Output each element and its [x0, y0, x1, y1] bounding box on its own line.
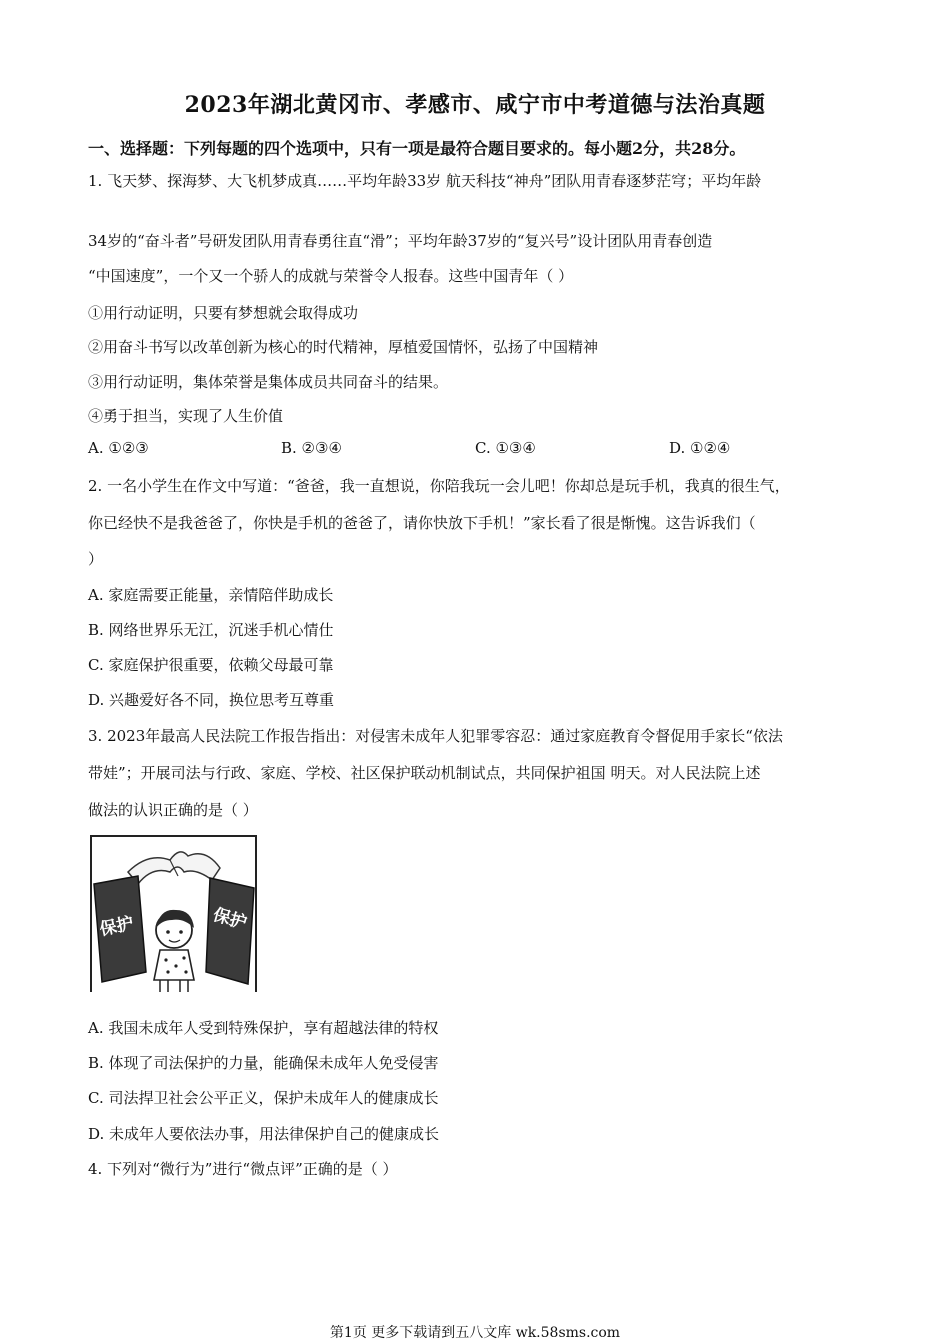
page-title: 2023年湖北黄冈市、孝感市、咸宁市中考道德与法治真题	[184, 92, 766, 118]
q1-statement-3: ③用行动证明，集体荣誉是集体成员共同奋斗的结果。	[88, 373, 449, 391]
q1-statement-2: ②用奋斗书写以改革创新为核心的时代精神，厚植爱国情怀，弘扬了中国精神	[88, 338, 599, 356]
q3-option-a: A. 我国未成年人受到特殊保护，享有超越法律的特权	[88, 1019, 439, 1037]
q1-option-d: D. ①②④	[669, 439, 731, 457]
q1-option-a: A. ①②③	[88, 439, 149, 457]
figure-label-left: 保护	[98, 913, 136, 941]
q1-option-c: C. ①③④	[475, 439, 536, 457]
q3-stem-line-3: 做法的认识正确的是（ ）	[88, 801, 258, 819]
q1-statement-4: ④勇于担当，实现了人生价值	[88, 407, 284, 425]
q2-stem-line-1: 2. 一名小学生在作文中写道：“爸爸，我一直想说，你陪我玩一会儿吧！你却总是玩手机，我真的很生气，	[88, 477, 790, 495]
q1-statement-1: ①用行动证明，只要有梦想就会取得成功	[88, 304, 359, 322]
q1-option-b: B. ②③④	[281, 439, 342, 457]
q1-stem-line-2: 34岁的“奋斗者”号研发团队用青春勇往直“滑”；平均年龄37岁的“复兴号”设计团队用青春创造	[88, 232, 713, 250]
page-footer: 第1页 更多下载请到五八文库 wk.58sms.com	[329, 1325, 621, 1341]
q3-option-c: C. 司法捍卫社会公平正义，保护未成年人的健康成长	[88, 1089, 439, 1107]
q3-option-b: B. 体现了司法保护的力量，能确保未成年人免受侵害	[88, 1054, 439, 1072]
q3-illustration	[88, 832, 260, 996]
q2-option-d: D. 兴趣爱好各不同，换位思考互尊重	[88, 691, 335, 709]
q1-stem-line-3: “中国速度”，一个又一个骄人的成就与荣誉令人报春。这些中国青年（ ）	[88, 267, 574, 285]
q2-option-c: C. 家庭保护很重要，依赖父母最可靠	[88, 656, 334, 674]
q4-stem-line-1: 4. 下列对“微行为”进行“微点评”正确的是（ ）	[88, 1160, 398, 1178]
q2-stem-line-2: 你已经快不是我爸爸了，你快是手机的爸爸了，请你快放下手机！”家长看了很是惭愧。这告诉我们（	[88, 514, 756, 532]
q2-stem-line-3: ）	[88, 550, 104, 568]
q2-option-a: A. 家庭需要正能量，亲情陪伴助成长	[88, 586, 334, 604]
section-heading: 一、选择题：下列每题的四个选项中，只有一项是最符合题目要求的。每小题2分，共28分。	[88, 139, 746, 158]
q3-stem-line-2: 带娃”；开展司法与行政、家庭、学校、社区保护联动机制试点，共同保护祖国 明天。对人民法院上述	[88, 764, 761, 782]
figure-label-right: 保护	[210, 905, 249, 934]
q2-option-b: B. 网络世界乐无江，沉迷手机心情仕	[88, 621, 334, 639]
q1-stem-line-1: 1. 飞天梦、探海梦、大飞机梦成真……平均年龄33岁 航天科技“神舟”团队用青春逐梦茫穹；平均年龄	[88, 172, 762, 190]
q3-stem-line-1: 3. 2023年最高人民法院工作报告指出：对侵害未成年人犯罪零容忍：通过家庭教育令督促用手家长“依法	[88, 727, 783, 745]
q3-option-d: D. 未成年人要依法办事，用法律保护自己的健康成长	[88, 1125, 440, 1143]
